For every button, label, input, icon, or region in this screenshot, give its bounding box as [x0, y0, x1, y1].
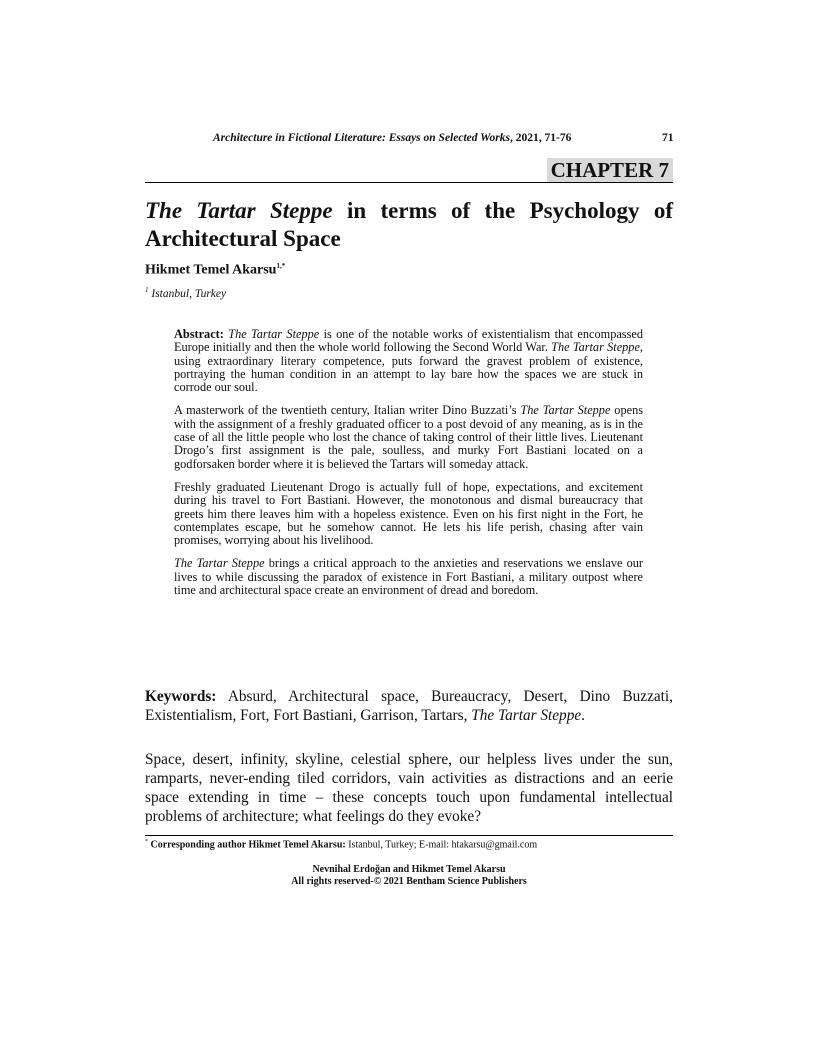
- abstract-p1-text-1: is one of the notable works of existentialism that encompassed Europe initially and then the whole world following the Second World War.: [174, 327, 643, 355]
- abstract-p4-italic: The Tartar Steppe: [174, 556, 265, 571]
- affiliation-superscript: 1: [145, 286, 149, 294]
- author-line: [145, 262, 285, 279]
- abstract-paragraph-2: [174, 404, 643, 470]
- abstract-p1-text-2: , using extraordinary literary competence, puts forward the gravest problem of existence, portraying the human condition in an attempt to lay bare how the spaces we are stuck in corrode our soul.: [174, 340, 643, 395]
- abstract-p4-text: brings a critical approach to the anxieties and reservations we enslave our lives to while discussing the paradox of existence in Fort Bastiani, a military outpost where time and architectural space create an environment of dread and boredom.: [174, 556, 643, 598]
- abstract-p2-italic: The Tartar Steppe: [520, 403, 611, 418]
- chapter-divider: [145, 182, 673, 183]
- abstract-paragraph-3: Freshly graduated Lieutenant Drogo is actually full of hope, expectations, and excitement during his travel to Fort Bastiani. However, the monotonous and dismal bureaucracy that greets him there leaves him with a hopeless existence. Even on his first night in the Fort, he contemplates escape, but he somehow cannot. He lets his life perish, chasing after vain promises, worrying about his livelihood.: [174, 479, 643, 548]
- abstract-p1-italic-2: The Tartar Steppe: [551, 340, 640, 355]
- article-title: [145, 197, 673, 253]
- affiliation-text: Istanbul, Turkey: [148, 287, 227, 300]
- abstract-paragraph-4: [174, 557, 643, 597]
- author-name: Hikmet Temel Akarsu: [145, 262, 277, 278]
- footnote-marker: *: [145, 839, 148, 845]
- footnote-divider: [145, 835, 673, 836]
- abstract-paragraph-1: [174, 328, 643, 394]
- journal-year-pages: , 2021, 71-76: [510, 132, 572, 144]
- publisher-block: [145, 864, 673, 888]
- chapter-label: CHAPTER 7: [547, 158, 673, 183]
- keywords-list: Absurd, Architectural space, Bureaucracy, Desert, Dino Buzzati, Existentialism, Fort, Fort Bastiani, Garrison, Tartars,: [145, 688, 673, 724]
- running-header: [213, 132, 673, 144]
- keywords: [145, 687, 673, 725]
- title-italic-part: The Tartar Steppe: [145, 198, 333, 223]
- abstract-p2-text-a: A masterwork of the twentieth century, Italian writer Dino Buzzati’s: [174, 403, 521, 418]
- journal-title: Architecture in Fictional Literature: Essays on Selected Works: [213, 132, 510, 144]
- footnote: [145, 839, 537, 850]
- affiliation: [145, 286, 226, 300]
- page-number: 71: [662, 132, 674, 144]
- publisher-copyright: All rights reserved-© 2021 Bentham Science Publishers: [291, 876, 527, 887]
- abstract-label: Abstract:: [174, 327, 224, 341]
- keywords-last-italic: The Tartar Steppe: [471, 707, 582, 724]
- title-rest: in terms of the Psychology of Architectural Space: [145, 198, 673, 251]
- keywords-end: .: [581, 707, 585, 724]
- body-paragraph: Space, desert, infinity, skyline, celestial sphere, our helpless lives under the sun, ramparts, never-ending tiled corridors, vain activities as distractions and an eerie space extending in time – these concepts touch upon fundamental intellectual problems of architecture; what feelings do they evoke?: [145, 751, 673, 825]
- keywords-label: Keywords:: [145, 688, 217, 705]
- publisher-authors: Nevnihal Erdoğan and Hikmet Temel Akarsu: [312, 864, 506, 875]
- abstract-p2-text-b: opens with the assignment of a freshly graduated officer to a post devoid of any meaning, as is in the case of all the little people who lost the chance of taking control of their little lives. Lieutenant Drogo’s first assignment is the pale, soulless, and murky Fort Bastiani located on a godforsaken border where it is believed the Tartars will someday attack.: [174, 403, 643, 471]
- author-superscript: 1,*: [276, 262, 286, 270]
- footnote-text: Istanbul, Turkey; E-mail: htakarsu@gmail.com: [345, 839, 538, 851]
- footnote-label: Corresponding author Hikmet Temel Akarsu:: [148, 839, 346, 851]
- abstract-p1-italic-1: The Tartar Steppe: [228, 327, 320, 341]
- abstract: [174, 328, 643, 607]
